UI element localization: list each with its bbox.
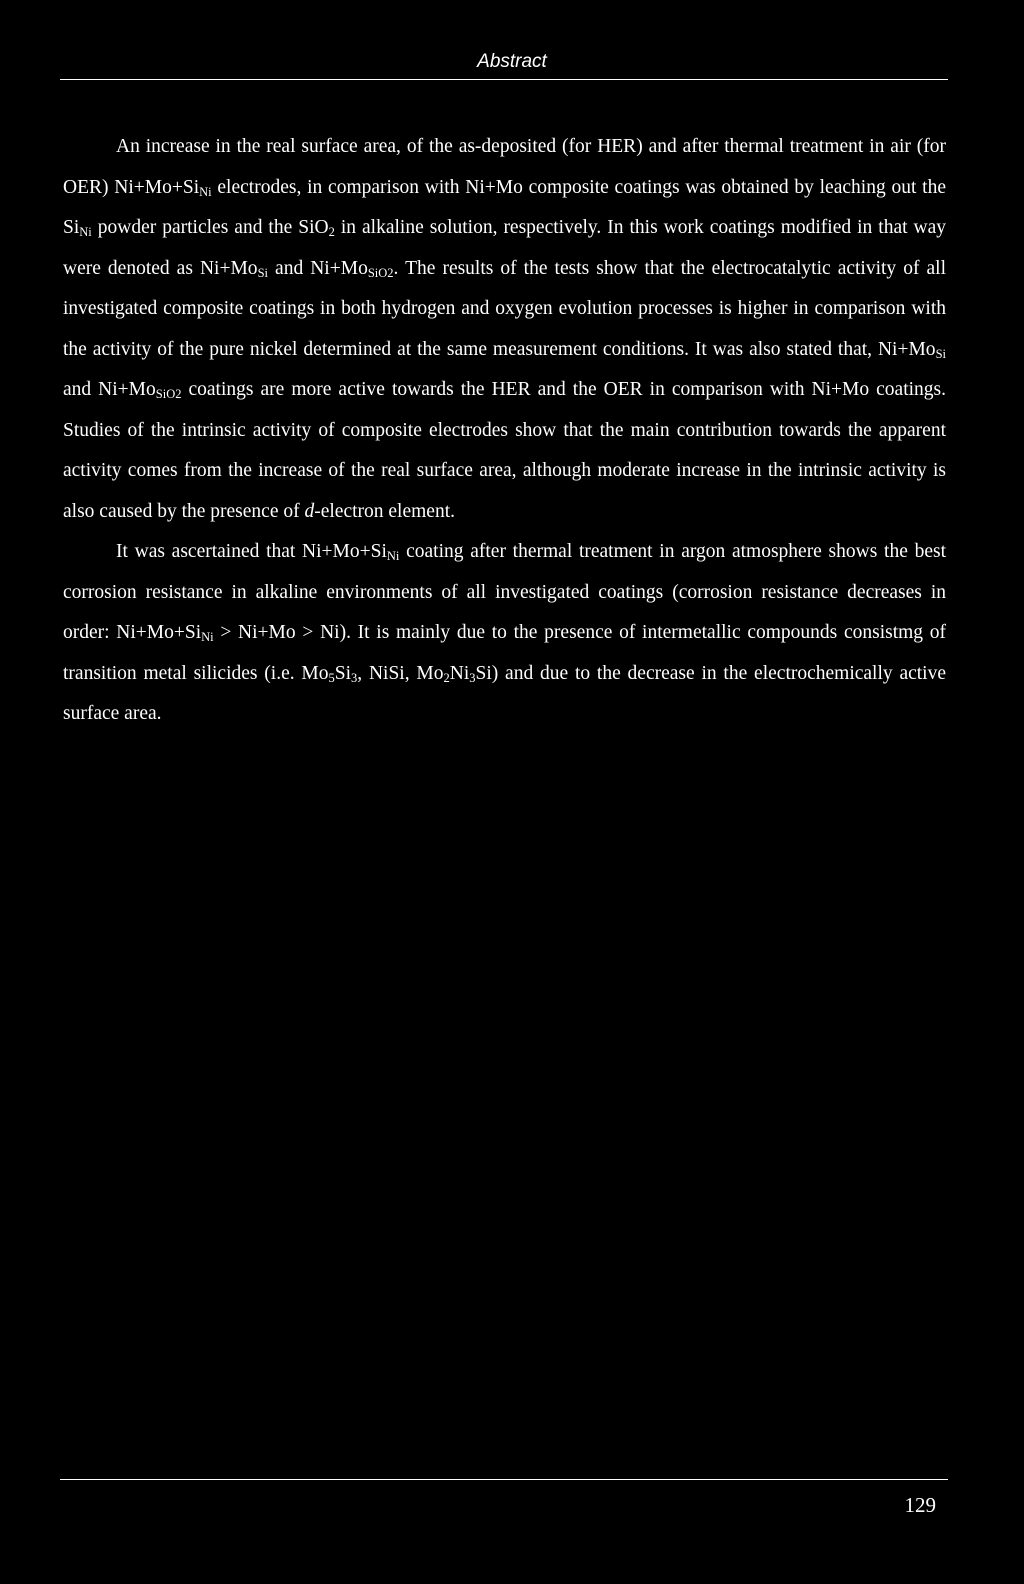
text-run: Si) and due to the decrease in the electrochemically active surface area. bbox=[63, 662, 946, 724]
subscript: Si bbox=[257, 265, 268, 280]
subscript: Ni bbox=[201, 630, 214, 644]
text-run: An increase in the real surface area, of the as-deposited (for HER) and after thermal treatment in air (for OER) Ni+Mo+Si bbox=[63, 136, 946, 198]
text-run: coating after thermal treatment in argon atmosphere shows the best corrosion resistance in alkaline environments of all investigated coatings (corrosion resistance decreases in order: Ni+Mo+Si bbox=[63, 541, 946, 643]
italic-term: d bbox=[304, 500, 315, 522]
subscript: Ni bbox=[386, 549, 400, 563]
subscript: 2 bbox=[443, 670, 450, 685]
text-run: electrodes, in comparison with Ni+Mo composite coatings was obtained by leaching out the Si bbox=[63, 176, 946, 238]
footer-divider bbox=[60, 1479, 948, 1480]
abstract-body bbox=[63, 127, 946, 735]
subscript: Ni bbox=[199, 184, 212, 199]
text-run: and Ni+Mo bbox=[63, 379, 156, 400]
subscript: Ni bbox=[79, 225, 92, 239]
text-run: Ni bbox=[449, 662, 470, 684]
subscript: 3 bbox=[351, 670, 358, 685]
text-run: Si bbox=[334, 662, 352, 684]
text-run: and Ni+Mo bbox=[268, 257, 368, 279]
text-run: , NiSi, Mo bbox=[357, 662, 444, 684]
text-run: . The results of the tests show that the electrocatalytic activity of all investigated composite coatings in both hydrogen and oxygen evolution processes is higher in comparison with the activity of the pure nickel determined at the same measurement conditions. It was also stated that, Ni+Mo bbox=[63, 257, 946, 360]
text-run: -electron element. bbox=[314, 500, 455, 522]
paragraph-1 bbox=[63, 127, 946, 532]
page-number: 129 bbox=[904, 1493, 936, 1517]
subscript: 5 bbox=[328, 670, 335, 685]
subscript: SiO2 bbox=[155, 387, 182, 401]
text-run: > Ni+Mo > Ni). It is mainly due to the presence of intermetallic compounds consistmg of transition metal silicides (i.e. Mo bbox=[63, 622, 946, 684]
text-run: powder particles and the SiO bbox=[91, 217, 329, 238]
paragraph-2 bbox=[63, 532, 946, 735]
subscript: 3 bbox=[469, 670, 476, 685]
subscript: 2 bbox=[328, 225, 335, 239]
text-run: in alkaline solution, respectively. In this work coatings modified in that way were denoted as Ni+Mo bbox=[63, 217, 946, 279]
text-run: It was ascertained that Ni+Mo+Si bbox=[116, 541, 387, 562]
subscript: Si bbox=[935, 346, 946, 361]
subscript: SiO2 bbox=[367, 265, 394, 280]
running-header-title: Abstract bbox=[477, 51, 547, 72]
header-divider bbox=[60, 79, 948, 80]
text-run: coatings are more active towards the HER and the OER in comparison with Ni+Mo coatings. Studies of the intrinsic activity of composite electrodes show that the main contribution towards the apparent activity comes from the increase of the real surface area, although moderate increase in the intrinsic activity is also caused by the presence of bbox=[63, 379, 946, 522]
